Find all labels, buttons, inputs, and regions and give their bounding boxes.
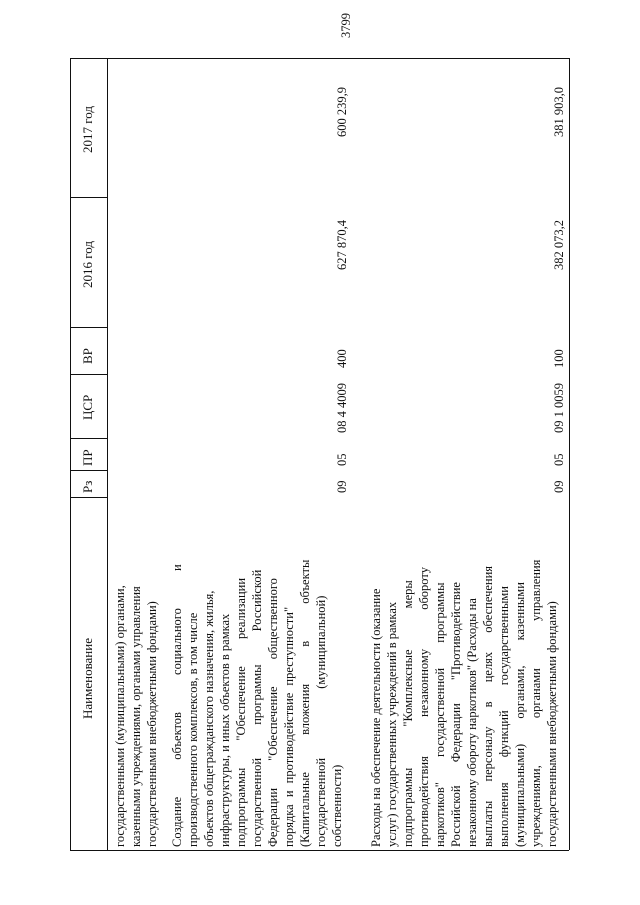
- cell-pr: 05: [552, 453, 566, 466]
- name-line: выполнения функций государственными: [497, 586, 511, 847]
- name-line: противодействия незаконному обороту: [417, 567, 431, 847]
- page-number: 3799: [339, 13, 353, 38]
- col-sep-rz-pr: [70, 470, 107, 471]
- name-line: Расходы на обеспечение деятельности (оказание: [369, 588, 383, 847]
- cell-pr: 05: [335, 453, 349, 466]
- cell-csr: 08 4 4009: [335, 383, 349, 433]
- header-separator: [107, 58, 108, 850]
- cell-rz: 09: [552, 480, 566, 493]
- cell-2016: 627 870,4: [335, 220, 349, 270]
- cell-2017: 600 239,9: [335, 87, 349, 137]
- name-line: Российской Федерации "Противодействие: [449, 582, 463, 847]
- name-line: (Капитальные вложения в объекты: [298, 559, 312, 847]
- header-name: Наименование: [80, 638, 95, 719]
- header-2017: 2017 год: [80, 106, 95, 153]
- col-sep-csr-vr: [70, 374, 107, 375]
- cell-csr: 09 1 0059: [552, 383, 566, 433]
- header-2016: 2016 год: [80, 241, 95, 288]
- name-line: производственного комплексов, в том числе: [186, 612, 200, 847]
- header-csr: ЦСР: [80, 394, 95, 420]
- name-line: порядка и противодействие преступности": [282, 606, 296, 847]
- table-border-bottom: [70, 850, 569, 851]
- cell-vr: 100: [552, 349, 566, 368]
- name-line: государственной (муниципальной): [314, 595, 328, 847]
- name-line: объектов общегражданского назначения, жилья,: [202, 590, 216, 847]
- name-line: Создание объектов социального и: [170, 564, 184, 847]
- name-line: подпрограммы "Обеспечение реализации: [234, 577, 248, 847]
- name-line: наркотиков" государственной программы: [433, 582, 447, 847]
- cell-rz: 09: [335, 480, 349, 493]
- name-line: (муниципальными) органами, казенными: [513, 582, 527, 847]
- name-line: собственности): [330, 764, 344, 847]
- header-rz: Рз: [80, 480, 95, 493]
- col-sep-pr-csr: [70, 438, 107, 439]
- name-line: услуг) государственных учреждений в рамках: [385, 601, 399, 847]
- name-line: подпрограммы "Комплексные меры: [401, 580, 415, 847]
- name-line: выплаты персоналу в целях обеспечения: [481, 565, 495, 847]
- header-vr: ВР: [80, 348, 95, 364]
- name-line: государственными внебюджетными фондами): [145, 601, 159, 847]
- table-border-left: [70, 58, 71, 850]
- col-sep-2016-2017: [70, 197, 107, 198]
- table-border-right: [569, 58, 570, 850]
- cell-2016: 382 073,2: [552, 220, 566, 270]
- cell-vr: 400: [335, 349, 349, 368]
- name-line: Федерации "Обеспечение общественного: [266, 578, 280, 847]
- cell-2017: 381 903,0: [552, 87, 566, 137]
- table-border-top: [70, 58, 569, 59]
- col-sep-name-rz: [70, 497, 107, 498]
- name-line: учреждениями, органами управления: [529, 559, 543, 847]
- name-line: государственными внебюджетными фондами): [545, 601, 559, 847]
- name-line: казенными учреждениями, органами управления: [129, 586, 143, 847]
- header-pr: ПР: [80, 449, 95, 466]
- name-line: инфраструктуры, и иных объектов в рамках: [218, 613, 232, 847]
- name-line: незаконному обороту наркотиков" (Расходы на: [465, 598, 479, 847]
- name-line: государственной программы Российской: [250, 569, 264, 847]
- name-line: государственными (муниципальными) органами,: [113, 585, 127, 847]
- col-sep-vr-2016: [70, 327, 107, 328]
